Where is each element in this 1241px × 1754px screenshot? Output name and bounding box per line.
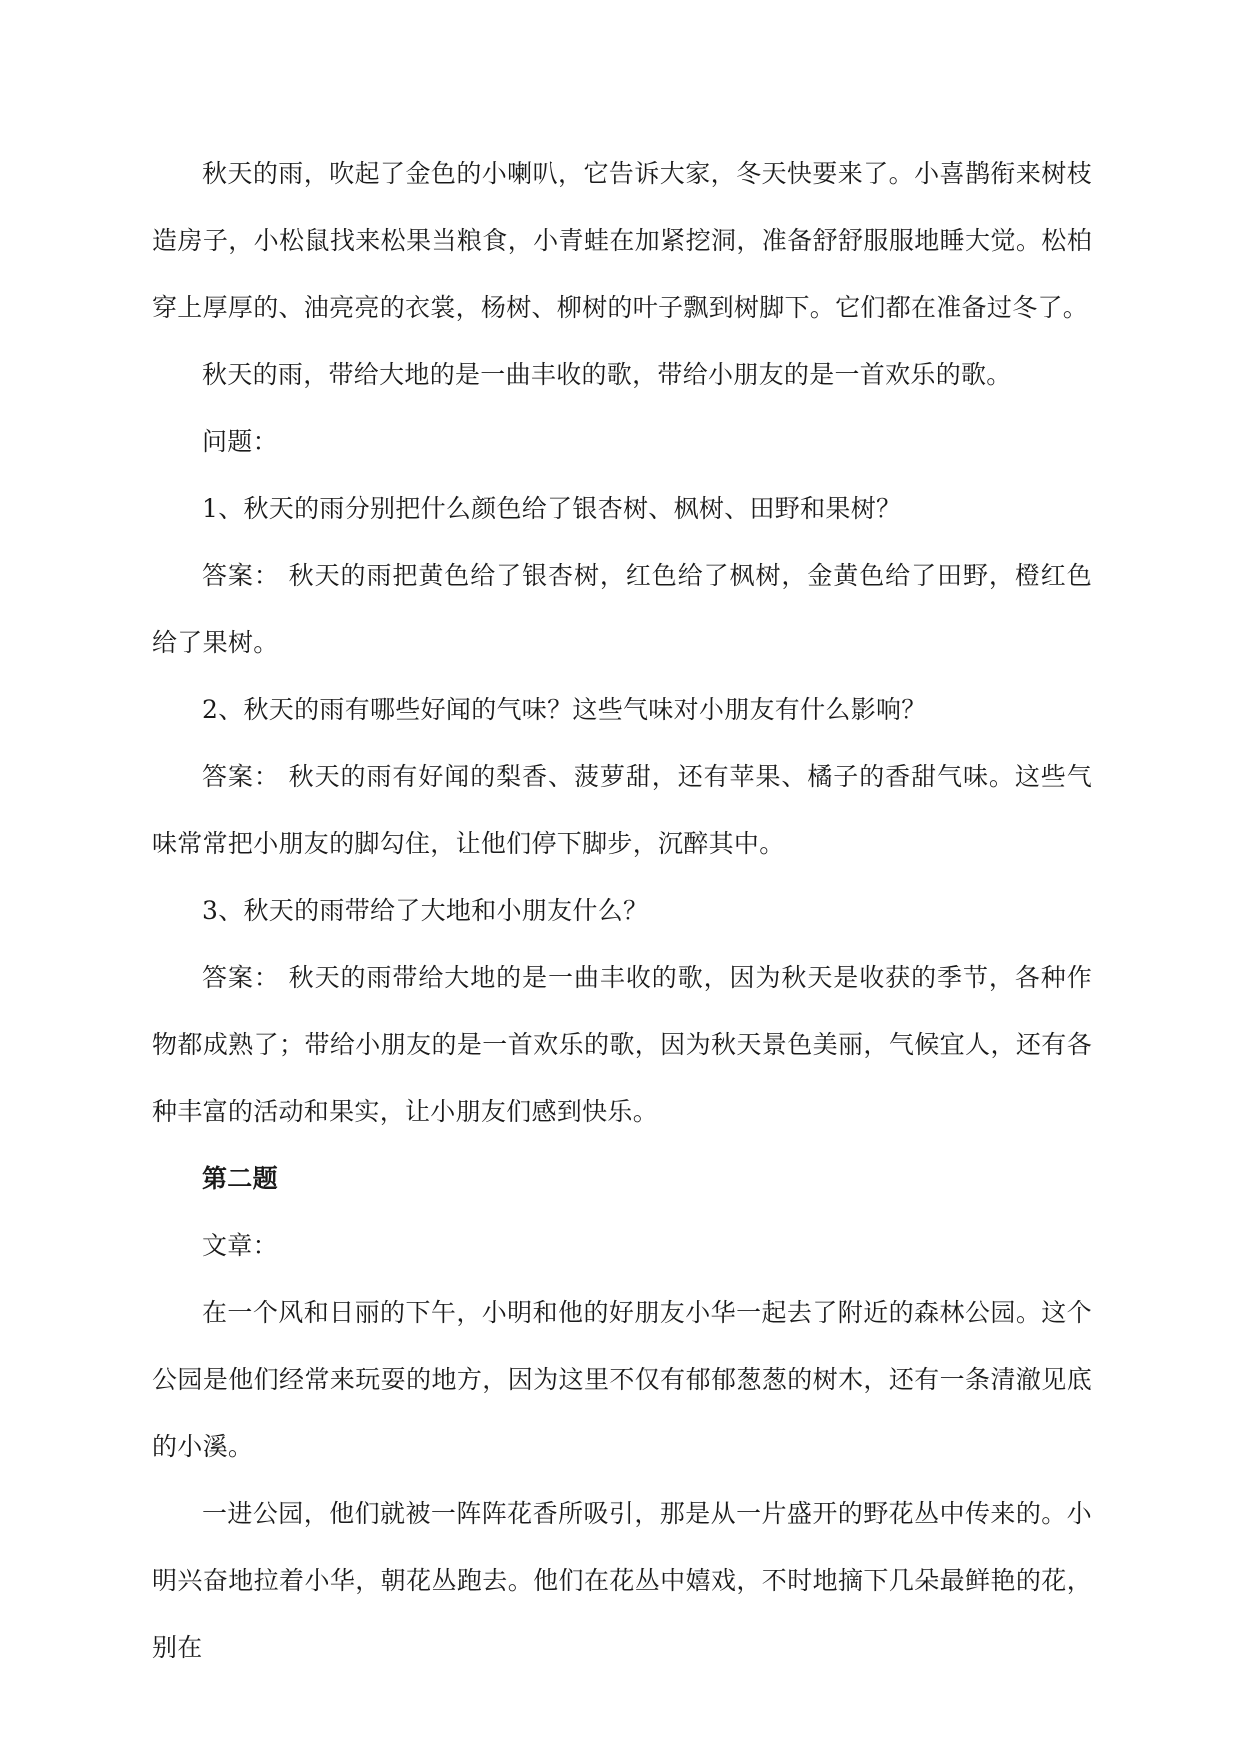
article-paragraph-2: 一进公园，他们就被一阵阵花香所吸引，那是从一片盛开的野花丛中传来的。小明兴奋地拉着小华，朝花丛跑去。他们在花丛中嬉戏，不时地摘下几朵最鲜艳的花，别在 bbox=[152, 1499, 1092, 1662]
paragraph-autumn-rain-winter: 秋天的雨，吹起了金色的小喇叭，它告诉大家，冬天快要来了。小喜鹊衔来树枝造房子，小松鼠找来松果当粮食，小青蛙在加紧挖洞，准备舒舒服服地睡大觉。松柏穿上厚厚的、油亮亮的衣裳，杨树、柳树的叶子飘到树脚下。它们都在准备过冬了。 bbox=[152, 159, 1092, 322]
answer-1: 答案： 秋天的雨把黄色给了银杏树，红色给了枫树，金黄色给了田野，橙红色给了果树。 bbox=[152, 561, 1092, 657]
section-heading-2: 第二题 bbox=[202, 1164, 278, 1193]
question-3: 3、秋天的雨带给了大地和小朋友什么？ bbox=[202, 896, 649, 925]
answer-3: 答案： 秋天的雨带给大地的是一曲丰收的歌，因为秋天是收获的季节，各种作物都成熟了；带给小朋友的是一首欢乐的歌，因为秋天景色美丽，气候宜人，还有各种丰富的活动和果实，让小朋友们感到快乐。 bbox=[152, 963, 1092, 1126]
answer-2: 答案： 秋天的雨有好闻的梨香、菠萝甜，还有苹果、橘子的香甜气味。这些气味常常把小朋友的脚勾住，让他们停下脚步，沉醉其中。 bbox=[152, 762, 1092, 858]
paragraph-autumn-rain-songs: 秋天的雨，带给大地的是一曲丰收的歌，带给小朋友的是一首欢乐的歌。 bbox=[202, 360, 1012, 389]
questions-label: 问题： bbox=[202, 427, 278, 456]
question-1: 1、秋天的雨分别把什么颜色给了银杏树、枫树、田野和果树？ bbox=[202, 494, 902, 523]
question-2: 2、秋天的雨有哪些好闻的气味？这些气味对小朋友有什么影响？ bbox=[202, 695, 927, 724]
document-body bbox=[152, 140, 1092, 1681]
article-label: 文章： bbox=[202, 1231, 278, 1260]
article-paragraph-1: 在一个风和日丽的下午，小明和他的好朋友小华一起去了附近的森林公园。这个公园是他们经常来玩耍的地方，因为这里不仅有郁郁葱葱的树木，还有一条清澈见底的小溪。 bbox=[152, 1298, 1092, 1461]
